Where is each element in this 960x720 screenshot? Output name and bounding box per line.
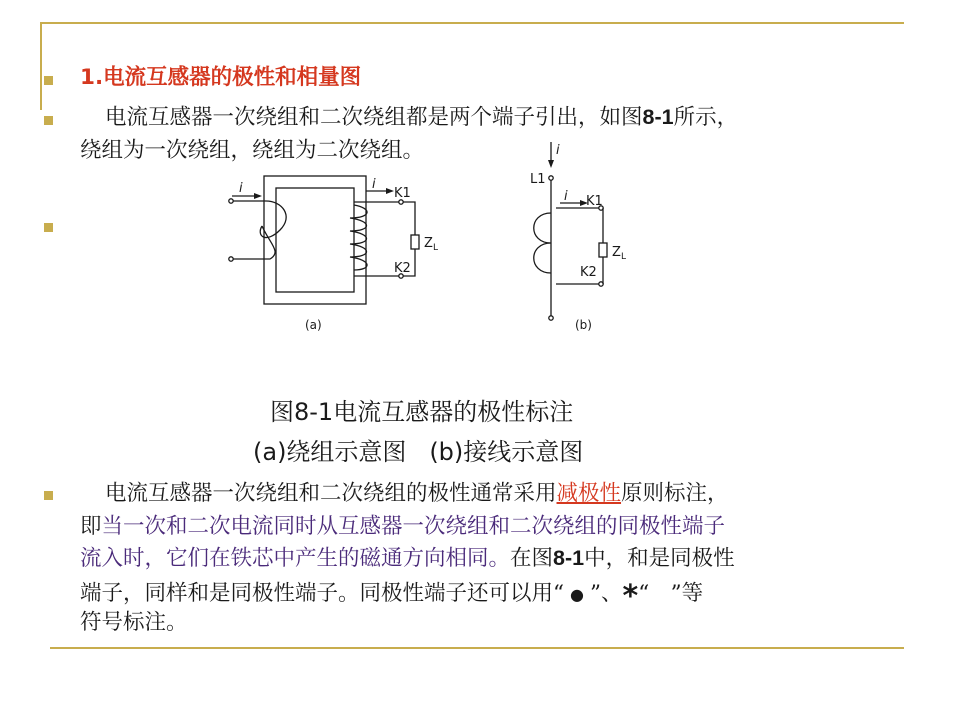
star-symbol: * [622, 579, 639, 614]
para2-line4 [80, 575, 704, 614]
label-zl-b: Z [612, 245, 621, 260]
emphasis-text: 当一次和二次电流同时从互感器一次绕组和二次绕组的同极性端子 [101, 514, 726, 539]
label-k1: K1 [394, 186, 411, 201]
label-i-input: i [556, 143, 560, 158]
label-k2: K2 [394, 261, 411, 276]
label-l1: L1 [530, 172, 546, 187]
para2-line2 [80, 511, 725, 542]
para2-text: 等 [681, 581, 704, 606]
para2-text: 电流互感器一次绕组和二次绕组的极性通常采用 [105, 481, 557, 506]
heading-number: 1. [80, 65, 104, 90]
heading-title: 电流互感器的极性和相量图 [103, 65, 362, 90]
para1-text: 电流互感器一次绕组和二次绕组都是两个端子引出，如图 [105, 105, 643, 130]
primary-winding-lower [232, 226, 275, 259]
primary-coil-b [534, 213, 551, 273]
core-inner [276, 188, 354, 292]
bottom-rule [50, 647, 904, 649]
load-resistor [411, 235, 419, 249]
figure-ref: 8-1 [553, 546, 585, 570]
para2-text: 中，和是同极性 [584, 546, 735, 571]
para2-text: 在图 [510, 546, 554, 571]
label-sub-a: (a) [305, 318, 322, 332]
label-i-primary: i [239, 181, 243, 196]
figure-caption-title: 图8-1电流互感器的极性标注 [270, 398, 574, 426]
arrowhead [254, 193, 262, 199]
label-i-secondary-b: i [564, 189, 568, 204]
load-resistor-b [599, 243, 607, 257]
terminal [229, 199, 233, 203]
label-zl-sub: L [433, 243, 439, 253]
para2-text: “ ” [638, 581, 682, 606]
arrowhead [386, 188, 394, 194]
figure-ref: 8-1 [642, 105, 674, 129]
label-sub-b: (b) [575, 318, 592, 332]
label-k1-b: K1 [586, 194, 603, 209]
para1-line2: 绕组为一次绕组，绕组为二次绕组。 [80, 138, 425, 163]
core-outer [264, 176, 366, 304]
label-i-secondary: i [372, 177, 376, 192]
bullet-square-icon [44, 491, 53, 500]
para2-line3 [80, 543, 735, 574]
para2-text: 原则标注， [621, 481, 729, 506]
figure-caption-subtitle: (a)绕组示意图 (b)接线示意图 [253, 438, 584, 466]
para2-text: “ [553, 581, 565, 606]
para2-line1 [105, 478, 729, 509]
para2-text: ”、 [589, 581, 623, 606]
terminal [549, 316, 553, 320]
terminal [229, 257, 233, 261]
label-zl: Z [424, 236, 433, 251]
load-wire-top [403, 202, 415, 235]
emphasis-text: 流入时，它们在铁芯中产生的磁通方向相同。 [80, 546, 511, 571]
label-zl-sub-b: L [621, 252, 627, 262]
highlight-term: 减极性 [556, 481, 622, 506]
para2-line5: 符号标注。 [80, 610, 188, 635]
para1-text: 所示， [673, 105, 739, 130]
dot-symbol: ● [570, 585, 584, 604]
secondary-winding [350, 205, 367, 270]
terminal-l1 [549, 176, 553, 180]
arrowhead [548, 160, 554, 168]
para2-text: 端子，同样和是同极性端子。同极性端子还可以用 [80, 581, 554, 606]
para2-text: 即 [80, 514, 102, 539]
label-k2-b: K2 [580, 265, 597, 280]
ct-polarity-diagram [0, 0, 960, 345]
